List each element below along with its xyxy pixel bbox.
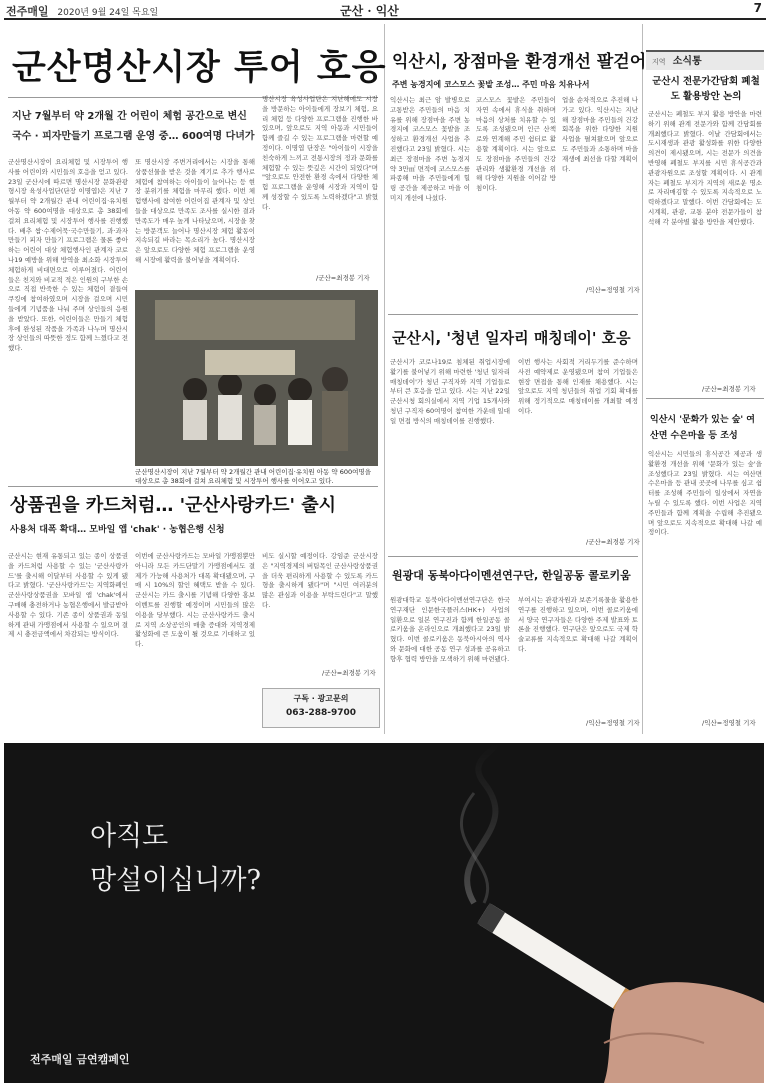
story2-subheadline: 사용처 대폭 확대… 모바일 앱 'chak' · 농협은행 신청 xyxy=(10,525,225,535)
masthead xyxy=(6,3,158,19)
story4-column-1: 군산시가 코로나19로 침체된 취업시장에 활기를 불어넣기 위해 마련한 '청년 일자리 매칭데이'가 청년 구직자와 지역 기업들로부터 큰 호응을 얻고 있다. 시는 지난 22일 군산시청 회의실에서 지역 기업 15개사와 청년 구직자 60여명이 참여한 가운데 일대일 면접 방식의 매칭데이를 진행했다. xyxy=(390,358,510,425)
hand-icon xyxy=(604,982,764,1083)
subscription-label: 구독 · 광고문의 xyxy=(293,694,349,703)
story2-column-1: 군산시는 현재 유통되고 있는 종이 상품권을 카드처럼 사용할 수 있는 '군산사랑카드'를 출시해 이달부터 사용할 수 있게 됐다고 밝혔다. '군산사랑카드'는 지역화폐인 군산사랑상품권을 모바일 앱 'chak'에서 구매해 충전하거나 농협은행에서 발급받아 사용할 수 있다. 기존 종이 상품권과 동일하게 관내 가맹점에서 사용할 수 있으며 결제 시 충전금액에서 차감되는 방식이다. xyxy=(8,552,128,639)
paper-name: 전주매일 xyxy=(6,5,49,18)
story3-headline: 익산시, 장점마을 환경개선 팔걷어 xyxy=(392,52,647,72)
issue-date: 2020년 9월 24일 목요일 xyxy=(57,8,159,18)
sidebar-tag: 지역 xyxy=(652,58,666,66)
market-children-photo xyxy=(135,290,378,466)
photo-scene xyxy=(135,290,378,466)
sidebar-item1-title: 군산시 전문가간담회 폐철도 활용방안 논의 xyxy=(652,76,760,102)
ad-headline-line1: 아직도 xyxy=(90,821,169,852)
story1-column-2: 또 명산시장 주변거리에서는 시장을 통해 상품선물을 받은 것을 계기로 추가 행사로 체험에 참여하는 아이들이 늘어나는 등 현장 분위기를 체험을 마무리 했다. 이번 체험행사에 참여한 어린이집 관계자 및 상인들을 대상으로 만족도 조사를 실시한 결과 만족도가 매우 높게 나타났으며, 시장을 찾는 방문객도 늘어나 명산시장 체험 활동이 지속되길 바라는 목소리가 높다. 명산시장은 앞으로도 다양한 체험 프로그램을 운영해 시장에 활력을 불어넣을 계획이다. xyxy=(135,158,255,264)
story4-column-2: 이번 행사는 사회적 거리두기를 준수하며 사전 예약제로 운영됐으며 참여 기업들은 현장 면접을 통해 인재를 채용했다. 시는 앞으로도 지역 청년들의 취업 기회 확대를 위해 정기적으로 매칭데이를 개최할 예정이다. xyxy=(518,358,638,415)
divider xyxy=(388,314,638,315)
story1-byline: /군산=최경봉 기자 xyxy=(316,274,370,282)
sidebar-item1-byline: /군산=최경봉 기자 xyxy=(702,385,756,393)
column-divider xyxy=(384,24,385,734)
divider xyxy=(646,398,764,399)
ad-artwork xyxy=(4,743,764,1083)
story1-subheadline-2: 국수 · 피자만들기 프로그램 운영 중… 600여명 다녀가 xyxy=(12,131,255,142)
story1-photo-caption: 군산명산시장이 지난 7월부터 약 2개월간 관내 어린이집·유치원 아동 약 600여명을 대상으로 총 38회에 걸쳐 요리체험 및 시장투어 행사를 이어오고 있다. xyxy=(135,468,371,485)
story4-headline: 군산시, '청년 일자리 매칭데이' 호응 xyxy=(392,329,631,347)
story2-byline: /군산=최경봉 기자 xyxy=(322,669,376,677)
sidebar-item2-byline: /익산=정영철 기자 xyxy=(702,719,756,727)
sidebar-item2-title: 익산시 '문화가 있는 숲' 여산면 수은마을 등 조성 xyxy=(650,415,755,441)
story5-byline: /익산=정영철 기자 xyxy=(586,719,640,727)
story2-headline: 상품권을 카드처럼… '군산사랑카드' 출시 xyxy=(10,495,337,516)
story3-byline: /익산=정영철 기자 xyxy=(586,286,640,294)
story3-column-3: 업을 순차적으로 추진해 나가고 있다. 익산시는 지난해 장점마을 주민들의 건강 회복을 위한 다양한 지원 사업을 펼쳐왔으며 앞으로도 주민들과 소통하며 마을 재생에 최선을 다할 계획이다. xyxy=(562,96,638,173)
story1-column-3: 명산시장 육성사업단은 지난해에도 시장을 방문하는 아이들에게 장보기 체험, 요리 체험 등 다양한 프로그램을 진행한 바 있으며, 앞으로도 지역 아동과 시민들이 함께 즐길 수 있는 프로그램을 마련할 예정이다. 이명엽 단장은 "아이들이 시장을 친숙하게 느끼고 전통시장의 정과 문화를 체험할 수 있는 뜻깊은 시간이 되었다"며 "앞으로도 안전한 환경 속에서 다양한 체험 프로그램을 운영해 시장과 지역이 함께 성장할 수 있도록 노력하겠다"고 밝혔다. xyxy=(262,95,378,211)
sidebar-header xyxy=(646,50,764,70)
header-rule xyxy=(4,18,766,20)
story2-column-2: 이번에 군산사랑카드는 모바일 가맹점뿐만 아니라 모든 카드단말기 가맹점에서도 결제가 가능해 사용처가 대폭 확대됐으며, 구매 시 10%의 할인 혜택도 받을 수 있다. 군산시는 카드 출시를 기념해 다양한 홍보 이벤트를 진행할 예정이며 시민들의 많은 이용을 당부했다. 시는 군산사랑카드 출시로 지역 소상공인의 매출 증대와 지역경제 활성화에 큰 도움이 될 것으로 기대하고 있다. xyxy=(135,552,255,649)
sidebar-item2-text: 익산시는 시민들의 휴식공간 제공과 생활환경 개선을 위해 '문화가 있는 숲'을 조성했다고 23일 밝혔다. 시는 여산면 수은마을 등 관내 곳곳에 나무를 심고 쉼터를 조성해 주민들이 일상에서 자연을 누릴 수 있도록 했다. 이번 사업은 지역 주민들과 함께 계획을 수립해 추진됐으며 앞으로도 지속적으로 확대해 나갈 예정이다. xyxy=(648,450,762,537)
story3-column-2: 코스모스 꽃밭은 주민들이 자연 속에서 휴식을 취하며 마음의 상처를 치유할 수 있도록 조성됐으며 인근 산책로와 연계해 주민 쉼터로 활용할 계획이다. 시는 앞으로도 장점마을 주민들의 건강관리와 생활환경 개선을 위해 다양한 지원을 이어갈 방침이다. xyxy=(476,96,556,193)
smoke-icon xyxy=(467,743,496,903)
divider xyxy=(388,556,638,557)
sidebar-title: 소식통 xyxy=(672,56,702,67)
sidebar-item1-text: 군산시는 폐철도 부지 활용 방안을 마련하기 위해 관계 전문가와 함께 간담회를 개최했다고 밝혔다. 이날 간담회에서는 도시재생과 관광 활성화를 위한 다양한 의견이 제시됐으며, 시는 전문가 의견을 반영해 폐철도 부지를 시민 휴식공간과 관광자원으로 조성할 계획이다. 시 관계자는 폐철도 부지가 지역의 새로운 명소로 자리매김할 수 있도록 지속적으로 노력하겠다고 말했다. 이번 간담회에는 도시계획, 관광, 교통 분야 전문가들이 참석해 각 분야별 활용 방안을 제안했다. xyxy=(648,110,762,226)
page-number: 7 xyxy=(753,1,762,15)
story2-column-3: 비도 실시할 예정이다. 강임준 군산시장은 "지역경제의 버팀목인 군산사랑상품권을 더욱 편리하게 사용할 수 있도록 카드형을 출시하게 됐다"며 "시민 여러분의 많은 관심과 이용을 부탁드린다"고 말했다. xyxy=(262,552,378,609)
subscription-ad-box xyxy=(262,688,380,728)
story5-column-1: 원광대학교 동북아다이멘션연구단은 한국연구재단 인문한국플러스(HK+) 사업의 일환으로 일본 연구진과 함께 한일공동 콜로키움을 온라인으로 개최했다고 23일 밝혔다. 이번 콜로키움은 동북아시아의 역사와 문화에 대한 공동 연구 성과를 공유하고 향후 협력 방안을 모색하기 위해 마련됐다. xyxy=(390,596,510,663)
column-divider xyxy=(642,24,643,734)
story5-column-2: 부여시는 관광자원과 보존기록물을 활용한 연구를 진행하고 있으며, 이번 콜로키움에서 양국 연구자들은 다양한 주제 발표와 토론을 진행했다. 연구단은 앞으로도 국제 학술교류를 지속적으로 확대해 나갈 계획이다. xyxy=(518,596,638,653)
story5-headline: 원광대 동북아다이멘션연구단, 한일공동 콜로키움 xyxy=(392,569,631,582)
story1-column-1: 군산명산시장이 요리체험 및 시장투어 행사를 어린이와 시민들의 호응을 얻고 있다. 23일 군산시에 따르면 명산시장 문화관광형시장 육성사업단(단장 이명엽)은 지난 7월부터 약 2개월간 관내 어린이집·유치원 아동 약 600여명을 대상으로 총 38회에 걸쳐 요리체험 및 시장투어 행사를 진행했다. 배추 쌈·수제어묵·국수만들기, 과·과자만들기 피자 만들기 프로그램은 물론 좋아하는 어린이 대상 체험행사인 관계자 코로나19 예방을 위해 방역을 최소화 시장투어 체험하게 비대면으로 이루어졌다. 어린이들은 친지와 비교적 적은 인원의 구부한 손으로 직접 반죽한 수 있는 체험이 곁들여 쿠킹에 참여하였으며 시장을 걸으며 시민들에게 기념품을 나눠 주며 상인들의 응원을 받았다. 또한, 어린이들은 만들기 체험 후에 완성된 작품을 가족과 나누며 명산시장 상인들의 따뜻한 정도 함께 느꼈다고 전했다. xyxy=(8,158,128,353)
ad-headline-line2: 망설이십니까? xyxy=(90,865,261,896)
ad-campaign-label: 전주매일 금연캠페인 xyxy=(30,1053,130,1066)
story3-column-1: 익산시는 최근 암 발병으로 고통받은 주민들의 마음 치유를 위해 장점마을 주변 농경지에 코스모스 꽃밭을 조성하고 환경개선 사업을 추진했다고 23일 밝혔다. 시는 최근 장점마을 주변 농경지 약 3만㎡ 면적에 코스모스를 파종해 마을 주민들에게 힐링 공간을 제공하고 마을 이미지 개선에 나섰다. xyxy=(390,96,470,202)
story1-headline: 군산명산시장 투어 호응 xyxy=(12,48,387,88)
story3-subheadline: 주변 농경지에 코스모스 꽃밭 조성… 주민 마음 치유나서 xyxy=(392,80,590,89)
divider xyxy=(8,486,378,487)
section-title: 군산 · 익산 xyxy=(340,4,399,18)
subscription-phone: 063-288-9700 xyxy=(285,708,357,718)
story4-byline: /군산=최경봉 기자 xyxy=(586,538,640,546)
story1-subheadline-1: 지난 7월부터 약 2개월 간 어린이 체험 공간으로 변신 xyxy=(12,111,247,122)
antismoking-ad xyxy=(4,743,764,1083)
